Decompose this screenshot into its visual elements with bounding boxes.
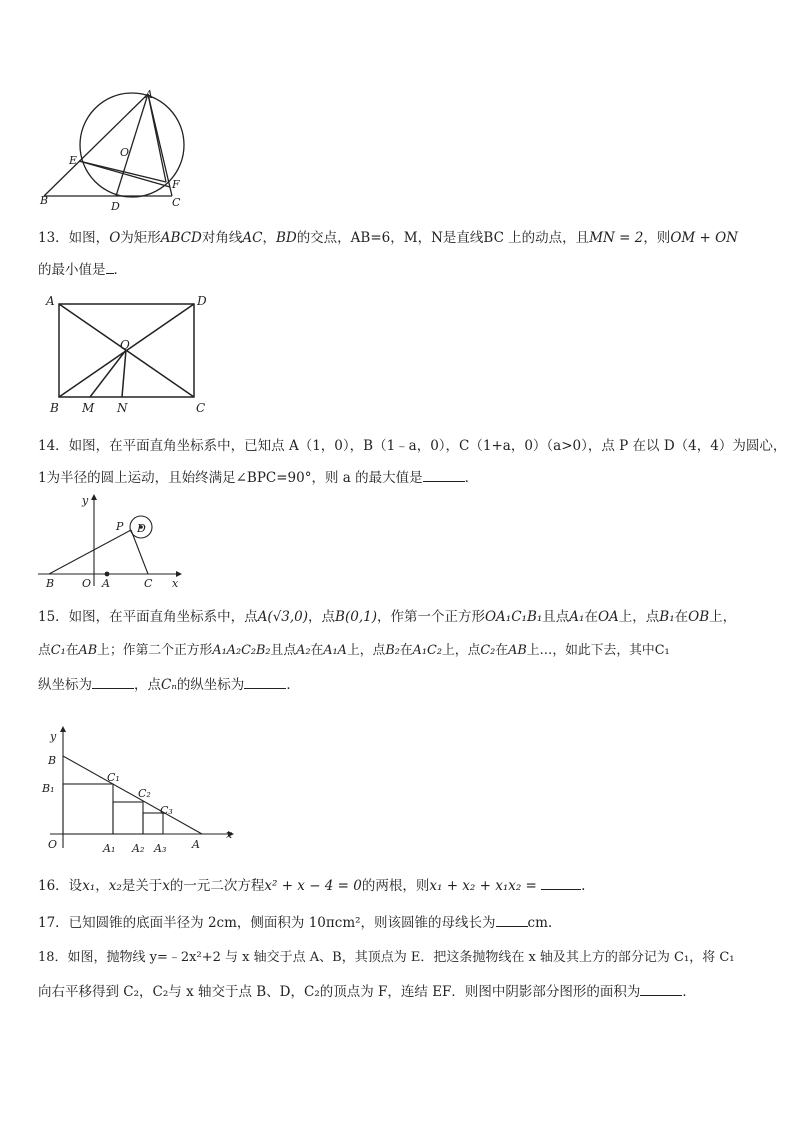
q15-c1: C₁ — [654, 643, 670, 658]
label-O: O — [82, 577, 92, 590]
label-A2: A₂ — [132, 842, 145, 855]
label-A: A — [192, 838, 200, 851]
q15-text: 上，点 — [618, 609, 660, 625]
label-D: D — [197, 294, 207, 308]
question-13 — [38, 222, 760, 286]
label-C3: C₃ — [160, 804, 173, 817]
label-B: B — [40, 194, 49, 207]
q16-text: 的两根，则 — [361, 878, 430, 894]
q15-text: 上，点 — [441, 643, 481, 658]
q15-c2: C₂ — [480, 643, 496, 658]
q15-text: ，作第一个正方形 — [376, 609, 485, 625]
q15-ab: AB — [78, 643, 98, 658]
answer-blank[interactable] — [92, 674, 134, 689]
square-1 — [63, 784, 113, 834]
q15-oa: OA — [597, 609, 619, 625]
question-16 — [38, 870, 760, 902]
q13-rect: ABCD — [160, 230, 202, 246]
q16-expression: x₁ + x₂ + x₁x₂ = — [429, 878, 537, 894]
q15-text: 在 — [584, 609, 598, 625]
label-N: N — [117, 401, 128, 415]
figure-14 — [36, 494, 196, 590]
q15-text: 在 — [495, 643, 509, 658]
q14-text: ． — [464, 470, 479, 486]
q15-ab: AB — [508, 643, 527, 658]
label-y: y — [50, 730, 57, 743]
q15-text: 上， — [709, 609, 737, 625]
label-C2: C₂ — [138, 787, 151, 800]
q17-text: cm. — [527, 915, 553, 931]
q13-text: 为矩形 — [120, 230, 161, 246]
label-A: A — [46, 294, 55, 308]
q15-a1c2: A₁C₂ — [412, 643, 442, 658]
q15-point-a: A(√3,0) — [257, 609, 309, 625]
answer-blank[interactable] — [106, 259, 114, 274]
label-B: B — [46, 577, 55, 590]
q15-a1a: A₁A — [323, 643, 347, 658]
q13-text: 的交点，AB=6，M，N是直线BC 上的动点，且 — [296, 230, 590, 246]
answer-blank[interactable] — [541, 875, 581, 890]
q15-text: 上…，如此下去，其中 — [526, 643, 655, 658]
label-x: x — [172, 577, 179, 590]
q15-text: 在 — [399, 643, 413, 658]
label-D: D — [137, 522, 146, 535]
q16-text: . — [581, 878, 586, 894]
q18-line-1: 18．如图，抛物线 y=﹣2x²+2 与 x 轴交于点 A、B，其顶点为 E．把这条抛物线在 x 轴及其上方的部分记为 C₁，将 C₁ — [38, 950, 735, 965]
q13-text: 13．如图， — [38, 230, 110, 246]
q15-text: 15．如图，在平面直角坐标系中，点 — [38, 609, 258, 625]
label-A1: A₁ — [103, 842, 116, 855]
label-C: C — [144, 577, 153, 590]
q15-text: 在 — [674, 609, 689, 625]
q13-ac: AC — [242, 230, 263, 246]
label-C1: C₁ — [107, 771, 120, 784]
q15-text: ，点 — [308, 609, 336, 625]
q13-text: ， — [262, 230, 276, 246]
question-15 — [38, 600, 760, 702]
label-B1: B₁ — [42, 782, 55, 795]
label-y: y — [82, 494, 89, 507]
q15-text: 且点 — [542, 609, 570, 625]
q15-text: 纵坐标为 — [38, 677, 92, 693]
figure-13 — [40, 292, 220, 416]
answer-blank[interactable] — [640, 981, 682, 996]
square-2 — [113, 802, 143, 834]
q16-text: 16．设 — [38, 878, 83, 894]
q15-text: 上，点 — [346, 643, 386, 658]
label-x: x — [226, 828, 233, 841]
q16-x1: x₁ — [82, 878, 96, 894]
q15-point-b: B(0,1) — [335, 609, 377, 625]
label-O: O — [120, 338, 130, 352]
q15-square-1: OA₁C₁B₁ — [484, 609, 543, 625]
q15-a1: A₁ — [569, 609, 585, 625]
label-O: O — [120, 146, 130, 159]
label-B: B — [50, 401, 59, 415]
q16-equation: x² + x − 4 = 0 — [264, 878, 362, 894]
q15-text: 的纵坐标为 — [176, 677, 245, 693]
q13-condition: MN = 2 — [589, 230, 644, 246]
q13-text: 的最小值是 — [38, 262, 106, 278]
q14-line-1: 14．如图，在平面直角坐标系中，已知点 A（1，0），B（1﹣a，0），C（1+a，0）（a>0），点 P 在以 D（4，4）为圆心， — [38, 438, 787, 454]
answer-blank[interactable] — [496, 912, 528, 927]
figure-12 — [38, 88, 218, 216]
q16-text: 的一元二次方程 — [169, 878, 265, 894]
q15-text: 且点 — [270, 643, 297, 658]
question-18 — [38, 941, 760, 1009]
label-M: M — [82, 401, 95, 415]
q13-text: 对角线 — [201, 230, 243, 246]
label-B: B — [48, 754, 57, 767]
answer-blank[interactable] — [423, 467, 465, 482]
question-17 — [38, 907, 760, 939]
label-P: P — [116, 520, 124, 533]
q15-text: ，点 — [134, 677, 161, 693]
q16-text: 是关于 — [121, 878, 163, 894]
label-A: A — [145, 88, 153, 101]
q15-b1: B₁ — [659, 609, 675, 625]
q13-bd: BD — [275, 230, 297, 246]
label-C: C — [196, 401, 206, 415]
label-A3: A₃ — [154, 842, 167, 855]
label-O: O — [48, 838, 58, 851]
q16-x: x — [162, 878, 170, 894]
q15-a2: A₂ — [296, 643, 311, 658]
q15-ob: OB — [688, 609, 710, 625]
label-D: D — [111, 200, 120, 213]
label-C: C — [172, 196, 181, 209]
q15-text: 在 — [65, 643, 79, 658]
q15-b2: B₂ — [385, 643, 400, 658]
q15-cn: Cₙ — [161, 677, 177, 693]
q17-text: 17．已知圆锥的底面半径为 2cm，侧面积为 10πcm²，则该圆锥的母线长为 — [38, 915, 496, 931]
question-14 — [38, 430, 787, 494]
q15-text: ． — [286, 677, 300, 693]
label-F: F — [172, 178, 180, 191]
q18-text: 向右平移得到 C₂，C₂与 x 轴交于点 B、D，C₂的顶点为 F，连结 EF．则图中阴影部分图形的面积为 — [38, 984, 641, 1000]
q13-expression: OM + ON — [670, 230, 738, 246]
q18-text: ． — [682, 984, 696, 1000]
q15-text: 点 — [38, 643, 51, 658]
q13-point-o: O — [109, 230, 121, 246]
q15-square-2: A₁A₂C₂B₂ — [212, 643, 271, 658]
q16-x2: x₂ — [108, 878, 122, 894]
label-A: A — [102, 577, 110, 590]
q15-text: 上；作第二个正方形 — [97, 643, 213, 658]
q14-text: 1为半径的圆上运动，且始终满足∠BPC=90°，则 a 的最大值是 — [38, 470, 423, 486]
q15-text: 在 — [310, 643, 324, 658]
q13-text: ． — [113, 262, 127, 278]
figure-15 — [36, 726, 242, 856]
q13-text: ，则 — [643, 230, 671, 246]
label-E: E — [69, 154, 78, 167]
q15-c1: C₁ — [50, 643, 66, 658]
q16-text: ， — [95, 878, 109, 894]
answer-blank[interactable] — [244, 674, 286, 689]
